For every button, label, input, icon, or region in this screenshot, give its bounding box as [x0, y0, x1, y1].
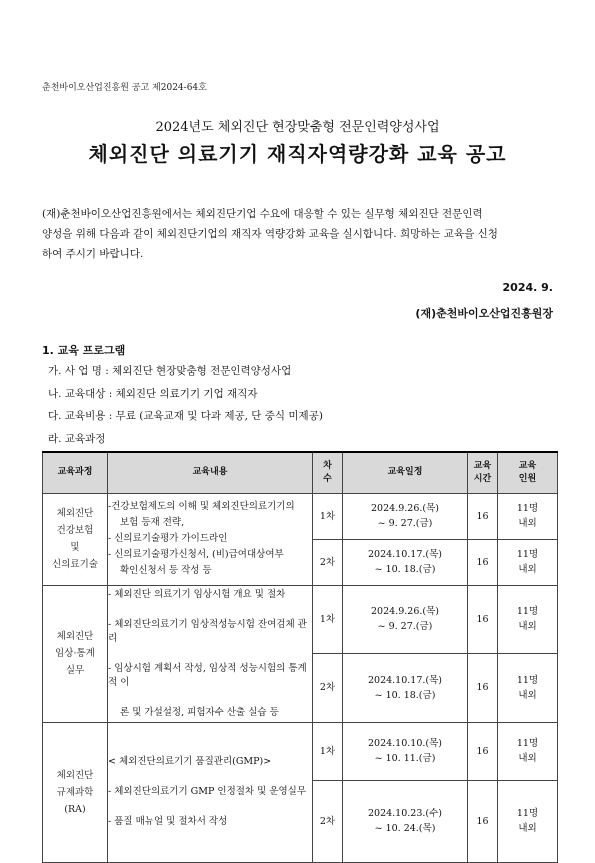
- header-content: 교육내용: [108, 452, 313, 493]
- header-course: 교육과정: [43, 452, 108, 493]
- header-round: 차 수: [313, 452, 343, 493]
- intro-line: (재)춘천바이오산업진흥원에서는 체외진단기업 수요에 대응할 수 있는 실무형 체외진단 전문인력: [42, 208, 483, 220]
- course-content-cell: < 체외진단의료기기 품질관리(GMP)> - 체외진단의료기기 GMP 인정절차 및 운영실무 - 품질 매뉴얼 및 절차서 작성: [108, 722, 313, 862]
- notice-number: 춘천바이오산업진흥원 공고 제2024-64호: [42, 83, 207, 93]
- table-row: [43, 585, 558, 654]
- round-cell: 1차: [313, 585, 343, 654]
- people-cell: 11명 내외: [498, 493, 558, 539]
- schedule-cell: 2024.10.17.(목) ~ 10. 18.(금): [343, 654, 468, 723]
- people-cell: 11명 내외: [498, 722, 558, 780]
- hours-cell: 16: [468, 493, 498, 539]
- round-cell: 2차: [313, 654, 343, 723]
- table-row: [43, 493, 558, 539]
- page-title: 체외진단 의료기기 재직자역량강화 교육 공고: [88, 142, 507, 166]
- round-cell: 2차: [313, 539, 343, 585]
- course-content-cell: -건강보험제도의 이해 및 체외진단의료기기의 보험 등재 전략, - 신의료기술평가 가이드라인 - 신의료기술평가신청서, (비)급여대상여부 확인신청서 등 작성 등: [108, 493, 313, 585]
- intro-paragraph: [42, 204, 557, 264]
- header-hours: 교육 시간: [468, 452, 498, 493]
- issuing-organization: (재)춘천바이오산업진흥원장: [415, 307, 553, 320]
- program-info-list: [48, 360, 323, 450]
- round-cell: 2차: [313, 780, 343, 862]
- schedule-cell: 2024.9.26.(목) ~ 9. 27.(금): [343, 493, 468, 539]
- table-row: [43, 722, 558, 780]
- schedule-cell: 2024.10.23.(수) ~ 10. 24.(목): [343, 780, 468, 862]
- course-schedule-table: [42, 451, 558, 863]
- program-item-project: 가. 사 업 명 : 체외진단 현장맞춤형 전문인력양성사업: [48, 365, 292, 377]
- course-name-cell: 체외진단 임상·통계 실무: [43, 585, 108, 722]
- notice-date: 2024. 9.: [502, 281, 553, 294]
- schedule-cell: 2024.10.17.(목) ~ 10. 18.(금): [343, 539, 468, 585]
- people-cell: 11명 내외: [498, 585, 558, 654]
- program-item-target: 나. 교육대상 : 체외진단 의료기기 기업 재직자: [48, 387, 258, 400]
- section-heading: 1. 교육 프로그램: [42, 344, 126, 357]
- header-people: 교육 인원: [498, 452, 558, 493]
- people-cell: 11명 내외: [498, 654, 558, 723]
- people-cell: 11명 내외: [498, 780, 558, 862]
- round-cell: 1차: [313, 722, 343, 780]
- program-item-cost: 다. 교육비용 : 무료 (교육교재 및 다과 제공, 단 중식 미제공): [48, 410, 323, 422]
- program-item-courses: 라. 교육과정: [48, 432, 106, 445]
- hours-cell: 16: [468, 722, 498, 780]
- hours-cell: 16: [468, 585, 498, 654]
- round-cell: 1차: [313, 493, 343, 539]
- hours-cell: 16: [468, 539, 498, 585]
- table-header-row: [43, 452, 558, 493]
- intro-line: 양성을 위해 다음과 같이 체외진단기업의 재직자 역량강화 교육을 실시합니다. 희망하는 교육을 신청: [42, 228, 498, 240]
- page-subtitle: 2024년도 체외진단 현장맞춤형 전문인력양성사업: [155, 120, 440, 135]
- header-schedule: 교육일정: [343, 452, 468, 493]
- hours-cell: 16: [468, 654, 498, 723]
- course-content-cell: - 체외진단 의료기기 임상시험 개요 및 절차 - 체외진단의료기기 임상적성능시험 잔여검체 관리 - 임상시험 계획서 작성, 임상적 성능시험의 통계적 이 론 및 가설설정, 피험자수 산출 실습 등: [108, 585, 313, 722]
- intro-line: 하여 주시기 바랍니다.: [42, 248, 144, 260]
- course-name-cell: 체외진단 규제과학 (RA): [43, 722, 108, 862]
- schedule-cell: 2024.9.26.(목) ~ 9. 27.(금): [343, 585, 468, 654]
- course-name-cell: 체외진단 건강보험 및 신의료기술: [43, 493, 108, 585]
- people-cell: 11명 내외: [498, 539, 558, 585]
- hours-cell: 16: [468, 780, 498, 862]
- schedule-cell: 2024.10.10.(목) ~ 10. 11.(금): [343, 722, 468, 780]
